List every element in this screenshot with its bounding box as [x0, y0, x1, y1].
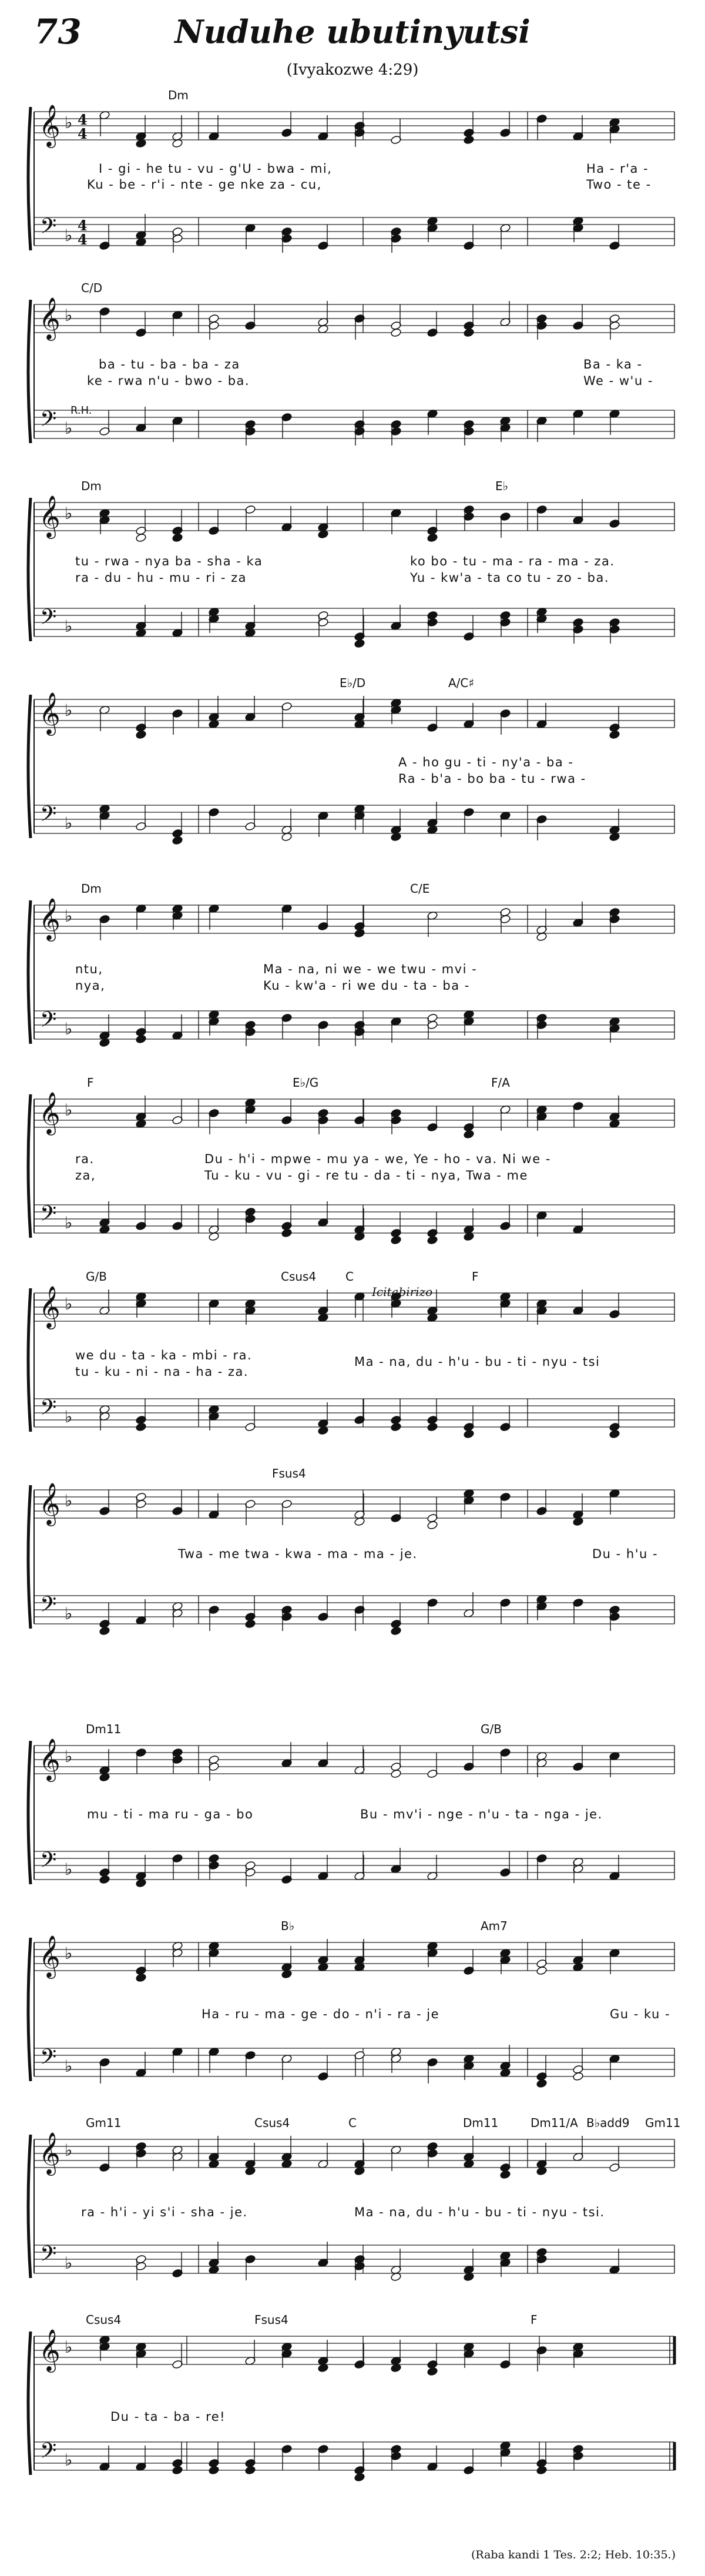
music-system — [34, 479, 674, 655]
chord-symbol: Gm11 — [645, 2116, 681, 2130]
svg-text:𝄞: 𝄞 — [39, 1482, 61, 1525]
svg-text:♭: ♭ — [65, 1213, 73, 1232]
svg-text:♭: ♭ — [65, 906, 73, 926]
svg-text:4: 4 — [78, 231, 88, 248]
chord-symbol: Csus4 — [281, 1269, 317, 1284]
music-system — [34, 1269, 674, 1446]
staff-notation — [34, 88, 674, 264]
chord-symbol: Dm — [81, 479, 102, 493]
svg-text:♭: ♭ — [65, 2253, 73, 2273]
svg-text:𝄞: 𝄞 — [39, 2131, 61, 2174]
svg-text:♭: ♭ — [65, 226, 73, 245]
svg-text:♭: ♭ — [65, 1019, 73, 1039]
music-system — [34, 88, 674, 264]
svg-text:𝄞: 𝄞 — [39, 1737, 61, 1780]
music-system — [34, 1722, 674, 1898]
lyric-line: Ha - ru - ma - ge - do - n'i - ra - je — [202, 2007, 440, 2021]
lyric-line: tu - rwa - nya ba - sha - ka — [75, 554, 263, 568]
lyric-line: Ma - na, du - h'u - bu - ti - nyu - tsi. — [354, 2205, 605, 2219]
page-number: 73 — [34, 12, 82, 52]
chord-symbol: Csus4 — [86, 2313, 122, 2327]
chord-symbol: Am7 — [481, 1919, 508, 1933]
chord-symbol: F — [87, 1076, 94, 1090]
music-system — [34, 1466, 674, 1643]
svg-text:𝄞: 𝄞 — [39, 494, 61, 537]
svg-text:♭: ♭ — [65, 2056, 73, 2076]
svg-text:𝄢: 𝄢 — [40, 1395, 57, 1425]
lyric-line: ntu, — [75, 962, 103, 976]
lyric-line: Two - te - — [586, 177, 652, 192]
chord-symbol: A/C♯ — [448, 676, 475, 690]
lyric-line: Ha - r'a - — [586, 162, 649, 176]
chord-symbol: E♭/G — [293, 1076, 319, 1090]
svg-text:𝄢: 𝄢 — [40, 1592, 57, 1622]
chord-symbol: G/B — [86, 1269, 107, 1284]
svg-text:♭: ♭ — [65, 2450, 73, 2470]
staff-notation — [34, 2116, 674, 2292]
svg-text:𝄞: 𝄞 — [39, 691, 61, 734]
svg-text:𝄢: 𝄢 — [40, 2242, 57, 2272]
lyric-line: Tu - ku - vu - gi - re tu - da - ti - nya, Twa - me — [204, 1168, 528, 1183]
chord-symbol: Gm11 — [86, 2116, 122, 2130]
chord-symbol: F — [531, 2313, 538, 2327]
svg-text:4: 4 — [78, 217, 88, 234]
lyric-line: Gu - ku - — [610, 2007, 671, 2021]
svg-text:♭: ♭ — [65, 418, 73, 438]
svg-text:𝄞: 𝄞 — [39, 1285, 61, 1328]
music-system — [34, 2116, 681, 2292]
svg-text:𝄞: 𝄞 — [39, 296, 61, 339]
chord-symbol: Dm11 — [86, 1722, 122, 1736]
lyric-line: mu - ti - ma ru - ga - bo — [87, 1807, 254, 1821]
lyric-line: tu - ku - ni - na - ha - za. — [75, 1365, 249, 1379]
lyric-line: Du - h'u - — [592, 1547, 659, 1561]
chord-symbol: Dm — [81, 882, 102, 896]
performance-mark: R.H. — [70, 404, 92, 417]
lyric-line: Yu - kw'a - ta co tu - zo - ba. — [410, 571, 610, 585]
svg-text:𝄞: 𝄞 — [39, 1091, 61, 1134]
refrain-label: Icitabirizo — [372, 1285, 433, 1299]
svg-text:♭: ♭ — [65, 813, 73, 833]
lyric-line: Du - ta - ba - re! — [110, 2410, 226, 2424]
lyric-line: Ma - na, ni we - we twu - mvi - — [263, 962, 478, 976]
svg-text:𝄢: 𝄢 — [40, 2438, 57, 2468]
svg-text:4: 4 — [78, 125, 88, 142]
svg-text:♭: ♭ — [65, 2337, 73, 2357]
chord-symbol: Fsus4 — [272, 1466, 306, 1480]
svg-text:♭: ♭ — [65, 1860, 73, 1879]
svg-text:♭: ♭ — [65, 1294, 73, 1314]
song-subtitle: (Ivyakozwe 4:29) — [286, 61, 419, 79]
lyric-line: za, — [75, 1168, 96, 1183]
chord-symbol: F/A — [491, 1076, 510, 1090]
svg-text:♭: ♭ — [65, 306, 73, 325]
chord-symbol: Csus4 — [254, 2116, 290, 2130]
music-system — [34, 882, 674, 1058]
chord-symbol: F — [472, 1269, 479, 1284]
svg-text:𝄢: 𝄢 — [40, 1848, 57, 1878]
chord-symbol: C/D — [81, 281, 103, 295]
lyric-line: A - ho gu - ti - ny'a - ba - — [398, 755, 574, 769]
svg-text:𝄢: 𝄢 — [40, 802, 57, 832]
staff-notation — [34, 676, 674, 858]
lyric-line: ke - rwa n'u - bwo - ba. — [87, 374, 250, 388]
chord-symbol: B♭ — [281, 1919, 295, 1933]
lyric-line: we du - ta - ka - mbi - ra. — [75, 1348, 253, 1362]
svg-text:𝄢: 𝄢 — [40, 1201, 57, 1231]
svg-text:♭: ♭ — [65, 1944, 73, 1963]
lyric-line: Ku - kw'a - ri we du - ta - ba - — [263, 979, 470, 993]
lyric-line: Ku - be - r'i - nte - ge nke za - cu, — [87, 177, 322, 192]
lyric-line: We - w'u - — [583, 374, 653, 388]
chord-symbol: Dm — [168, 88, 189, 102]
svg-text:♭: ♭ — [65, 1491, 73, 1510]
chord-symbol: C — [348, 2116, 357, 2130]
lyric-line: Ma - na, du - h'u - bu - ti - nyu - tsi — [354, 1355, 600, 1369]
svg-text:♭: ♭ — [65, 504, 73, 523]
chord-symbol: C/E — [410, 882, 430, 896]
lyric-line: Du - h'i - mpwe - mu ya - we, Ye - ho - va. Ni we - — [204, 1152, 551, 1166]
chord-symbol: E♭/D — [340, 676, 366, 690]
music-system — [34, 1919, 674, 2095]
song-title: Nuduhe ubutinyutsi — [174, 13, 531, 51]
svg-text:♭: ♭ — [65, 1100, 73, 1120]
svg-text:𝄞: 𝄞 — [39, 897, 61, 940]
chord-symbol: C — [345, 1269, 354, 1284]
svg-text:𝄞: 𝄞 — [39, 1934, 61, 1977]
svg-text:♭: ♭ — [65, 701, 73, 720]
chord-symbol: Dm11 — [463, 2116, 499, 2130]
svg-text:♭: ♭ — [65, 1604, 73, 1623]
svg-text:♭: ♭ — [65, 617, 73, 636]
lyric-line: nya, — [75, 979, 106, 993]
lyric-line: Ba - ka - — [583, 357, 643, 371]
lyric-line: ko bo - tu - ma - ra - ma - za. — [410, 554, 615, 568]
svg-text:♭: ♭ — [65, 1747, 73, 1766]
lyric-line: Bu - mv'i - nge - n'u - ta - nga - je. — [360, 1807, 603, 1821]
lyric-line: ra - h'i - yi s'i - sha - je. — [81, 2205, 248, 2219]
svg-text:𝄢: 𝄢 — [40, 2045, 57, 2075]
chord-symbol: B♭add9 — [586, 2116, 630, 2130]
lyric-line: ra - du - hu - mu - ri - za — [75, 571, 247, 585]
svg-text:♭: ♭ — [65, 1407, 73, 1426]
svg-text:𝄢: 𝄢 — [40, 214, 57, 244]
lyric-line: Twa - me twa - kwa - ma - ma - je. — [178, 1547, 418, 1561]
music-system — [34, 676, 674, 858]
svg-text:𝄞: 𝄞 — [39, 2328, 61, 2371]
svg-text:4: 4 — [78, 111, 88, 128]
svg-text:𝄢: 𝄢 — [40, 407, 57, 437]
svg-text:♭: ♭ — [65, 2140, 73, 2160]
footnote: (Raba kandi 1 Tes. 2:2; Heb. 10:35.) — [471, 2548, 676, 2561]
chord-symbol: G/B — [481, 1722, 502, 1736]
chord-symbol: Fsus4 — [254, 2313, 288, 2327]
svg-text:♭: ♭ — [65, 113, 73, 132]
svg-text:𝄞: 𝄞 — [39, 103, 61, 146]
svg-text:𝄢: 𝄢 — [40, 605, 57, 635]
lyric-line: ba - tu - ba - ba - za — [99, 357, 240, 371]
chord-symbol: Dm11/A — [531, 2116, 578, 2130]
music-system — [34, 281, 674, 457]
lyric-line: ra. — [75, 1152, 95, 1166]
chord-symbol: E♭ — [495, 479, 509, 493]
music-system — [34, 1076, 674, 1252]
svg-text:𝄢: 𝄢 — [40, 1007, 57, 1037]
music-system — [34, 2313, 674, 2524]
lyric-line: Ra - b'a - bo ba - tu - rwa - — [398, 772, 586, 786]
lyric-line: I - gi - he tu - vu - g'U - bwa - mi, — [99, 162, 333, 176]
